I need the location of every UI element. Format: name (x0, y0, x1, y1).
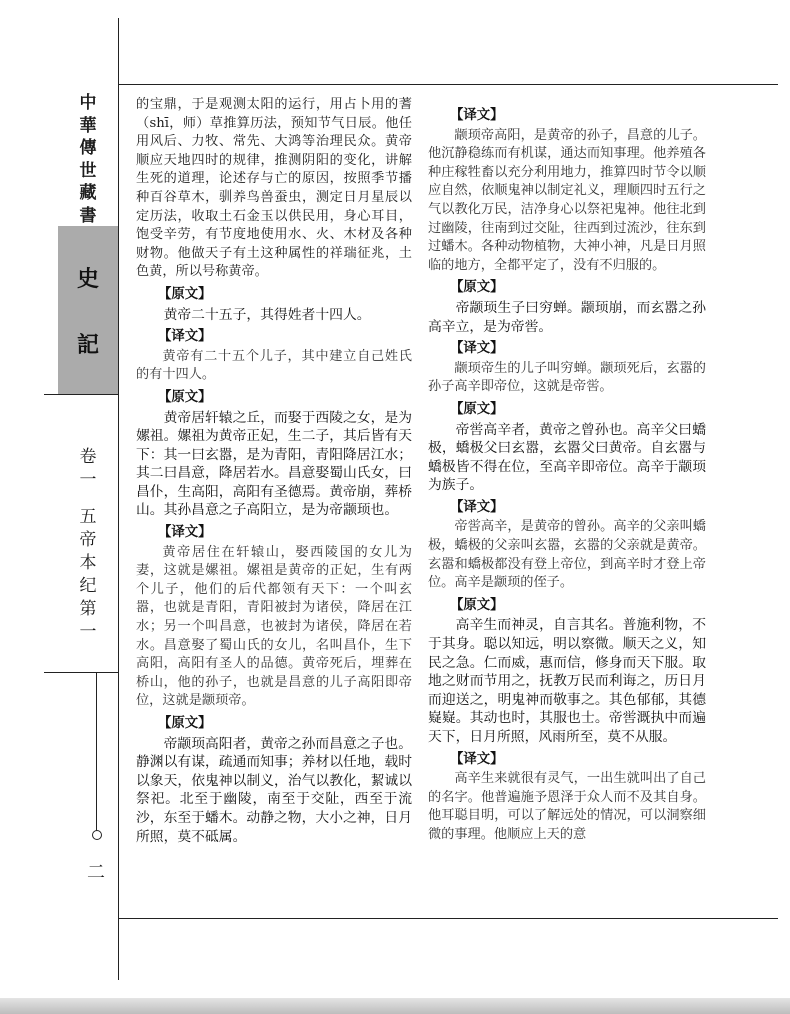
volume-chapter-label (60, 446, 116, 644)
translation-text: 帝喾高辛，是黄帝的曾孙。高辛的父亲叫蟜极，蟜极的父亲叫玄嚣，玄嚣的父亲就是黄帝。玄嚣和蟜极都没有登上帝位，到高辛时才登上帝位。高辛是颛顼的侄子。 (428, 519, 706, 591)
page-number-rule (96, 672, 97, 832)
translation-text: 颛顼帝生的儿子叫穷蝉。颛顼死后，玄嚣的孙子高辛即帝位，这就是帝喾。 (428, 360, 706, 395)
text-block: 的宝鼎，于是观测太阳的运行，用占卜用的蓍（shī，师）草推算历法，预知节气日辰。他任用风后、力牧、常先、大鸿等治理民众。黄帝顺应天地四时的规律，推测阴阳的变化，讲解生死的道理，论述存与亡的原因，按照季节播种百谷草木，驯养鸟兽蚕虫，测定日月星辰以定历法，收取土石金玉以供民用，身心耳目，饱受辛劳，有节度地使用水、火、木材及各种财物。他做天子有土这种属性的祥瑞征兆，土色黄，所以号称黄帝。 (136, 97, 412, 280)
volume-char: 卷 (79, 447, 97, 467)
series-char: 藏 (79, 183, 97, 203)
translation-text: 黄帝有二十五个儿子，其中建立自己姓氏的有十四人。 (136, 348, 412, 383)
series-char: 中 (79, 93, 97, 113)
translation-text: 黄帝居住在轩辕山，娶西陵国的女儿为妻，这就是嫘祖。嫘祖是黄帝的正妃，生有两个儿子，他们的后代都领有天下：一个叫玄嚣，也就是青阳，青阳被封为诸侯，降居在江水；另一个叫昌意，也被封为诸侯，降居在若水。昌意娶了蜀山氏的女儿，名叫昌仆，生下高阳，高阳有圣人的品德。黄帝死后，埋葬在桥山，他的孙子，也就是昌意的儿子高阳即帝位，这就是颛顼帝。 (136, 544, 412, 709)
chapter-char: 一 (79, 622, 97, 642)
margin-rule (118, 18, 119, 980)
section-heading: 【原文】 (158, 388, 212, 405)
page-bottom-shadow (0, 998, 790, 1014)
translation-text: 高辛生来就很有灵气，一出生就叫出了自己的名字。他普遍施予恩泽于众人而不及其自身。他耳聪目明，可以了解远处的情况，可以洞察细微的事理。他顺应上天的意 (428, 771, 706, 842)
series-title (60, 92, 116, 227)
section-heading: 【译文】 (450, 107, 504, 123)
section-heading: 【译文】 (158, 524, 212, 541)
section-heading: 【原文】 (450, 279, 504, 296)
chapter-char: 本 (79, 553, 97, 573)
chapter-char: 五 (79, 507, 97, 527)
section-heading: 【译文】 (450, 750, 504, 767)
section-heading: 【译文】 (158, 328, 212, 345)
original-text: 黄帝居轩辕之丘，而娶于西陵之女，是为嫘祖。嫘祖为黄帝正妃，生二子，其后皆有天下：其一曰玄嚣，是为青阳，青阳降居江水；其二曰昌意，降居若水。昌意娶蜀山氏女，曰昌仆，生高阳，高阳有圣德焉。黄帝崩，葬桥山。其孙昌意之子高阳立，是为帝颛顼也。 (136, 409, 412, 519)
section-heading: 【原文】 (158, 715, 212, 731)
original-text: 高辛生而神灵，自言其名。普施利物，不于其身。聪以知远，明以察微。顺天之义，知民之急。仁而威，惠而信，修身而天下服。取地之财而节用之，抚教万民而利诲之，历日月而迎送之，明鬼神而敬事之。其色郁郁，其德嶷嶷。其动也时，其服也士。帝喾溉执中而遍天下，日月所照，风雨所至，莫不从服。 (428, 617, 706, 745)
series-char: 世 (79, 160, 97, 181)
series-char: 傳 (79, 138, 97, 158)
section-heading: 【原文】 (450, 596, 504, 613)
book-title-band (58, 226, 118, 394)
chapter-char: 第 (79, 599, 97, 619)
original-text: 帝喾高辛者，黄帝之曾孙也。高辛父曰蟜极，蟜极父曰玄嚣，玄嚣父曰黄帝。自玄嚣与蟜极皆不得在位，至高辛即帝位。高辛于颛顼为族子。 (428, 421, 706, 494)
section-heading: 【原文】 (158, 285, 212, 302)
page-number-dot (92, 830, 102, 840)
section-heading: 【原文】 (450, 400, 504, 417)
chapter-char: 帝 (79, 530, 97, 550)
book-title-char: 史 (76, 265, 99, 292)
left-text-column (136, 96, 412, 846)
original-text: 帝颛顼生子曰穷蝉。颛顼崩，而玄嚣之孙高辛立，是为帝喾。 (428, 299, 706, 335)
page-number: 二 (87, 862, 105, 883)
right-text-column (428, 106, 706, 845)
volume-char: 一 (79, 470, 97, 490)
section-heading: 【译文】 (450, 498, 504, 515)
original-text: 帝颛顼高阳者，黄帝之孙而昌意之子也。静渊以有谋，疏通而知事；养材以任地，载时以象天，依鬼神以制义，治气以教化，絜诚以祭祀。北至于幽陵，南至于交阯，西至于流沙，东至于蟠木。动静之物，大小之神，日月所照，莫不砥属。 (136, 735, 412, 845)
header-rule (118, 84, 778, 85)
chapter-char: 纪 (79, 576, 97, 596)
translation-text: 颛顼帝高阳，是黄帝的孙子，昌意的儿子。他沉静稳练而有机谋，通达而知事理。他养殖各种庄稼牲畜以充分利用地力，推算四时节令以顺应自然，依顺鬼神以制定礼义，理顺四时五行之气以教化万民，洁净身心以祭祀鬼神。他往北到过幽陵，往南到过交阯，往西到过流沙，往东到过蟠木。各种动物植物，大神小神，凡是日月照临的地方，全都平定了，没有不归服的。 (428, 127, 706, 273)
original-text: 黄帝二十五子，其得姓者十四人。 (163, 306, 371, 323)
book-title-char: 記 (76, 331, 99, 358)
footer-rule (118, 918, 778, 919)
series-char: 華 (79, 115, 97, 136)
sidebar-divider (44, 672, 118, 673)
sidebar-divider (44, 394, 118, 395)
section-heading: 【译文】 (450, 340, 504, 357)
series-char: 書 (79, 205, 97, 226)
